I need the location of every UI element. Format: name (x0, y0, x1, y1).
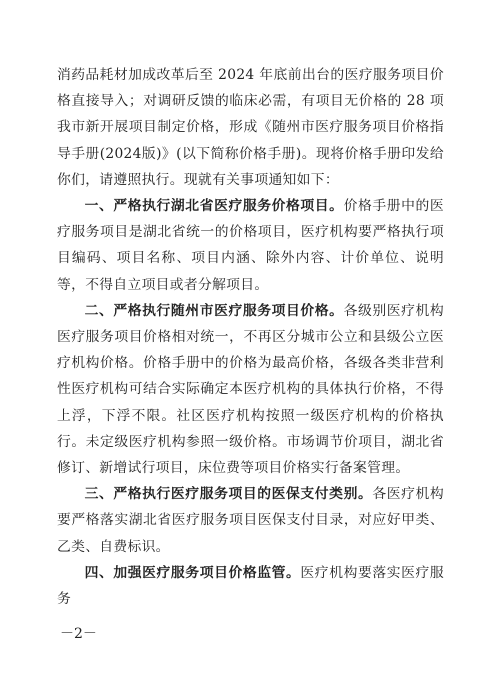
paragraph-text: 各医疗机构要严格落实湖北省医疗服务项目医保支付目录，对应好甲类、乙类、自费标识。 (57, 486, 445, 555)
paragraph-item-4 (57, 560, 444, 612)
page-number: －2－ (60, 626, 97, 642)
paragraph-text: 各级别医疗机构医疗服务项目价格相对统一，不再区分城市公立和县级公立医疗机构价格。价格手册中的价格为最高价格，各级各类非营利性医疗机构可结合实际确定本医疗机构的具体执行价格，不得上浮，下浮不限。社区医疗机构按照一级医疗机构的价格执行。未定级医疗机构参照一级价格。市场调节价项目，湖北省修订、新增试行项目，床位费等项目价格实行备案管理。 (57, 302, 444, 477)
paragraph-item-2 (57, 298, 444, 481)
paragraph-item-3 (57, 481, 444, 560)
paragraph-lead: 三、严格执行医疗服务项目的医保支付类别。 (84, 486, 373, 503)
paragraph-item-1 (57, 193, 444, 298)
paragraph-text: 医疗机构要落实医疗服务 (57, 564, 445, 608)
document-body (57, 62, 444, 612)
paragraph-intro (57, 62, 444, 193)
paragraph-text: 消药品耗材加成改革后至 2024 年底前出台的医疗服务项目价格直接导入；对调研反馈的临床必需，有项目无价格的 28 项我市新开展项目制定价格，形成《随州市医疗服务项目价格指导手册(2024版)》(以下简称价格手册)。现将价格手册印发给你们，请遵照执行。现就有关事项通知如下： (57, 67, 444, 188)
paragraph-lead: 二、严格执行随州市医疗服务项目价格。 (84, 302, 344, 319)
paragraph-lead: 四、加强医疗服务项目价格监管。 (84, 564, 301, 581)
paragraph-lead: 一、严格执行湖北省医疗服务价格项目。 (84, 198, 344, 215)
paragraph-text: 价格手册中的医疗服务项目是湖北省统一的价格项目，医疗机构要严格执行项目编码、项目名称、项目内涵、除外内容、计价单位、说明等，不得自立项目或者分解项目。 (57, 198, 444, 293)
